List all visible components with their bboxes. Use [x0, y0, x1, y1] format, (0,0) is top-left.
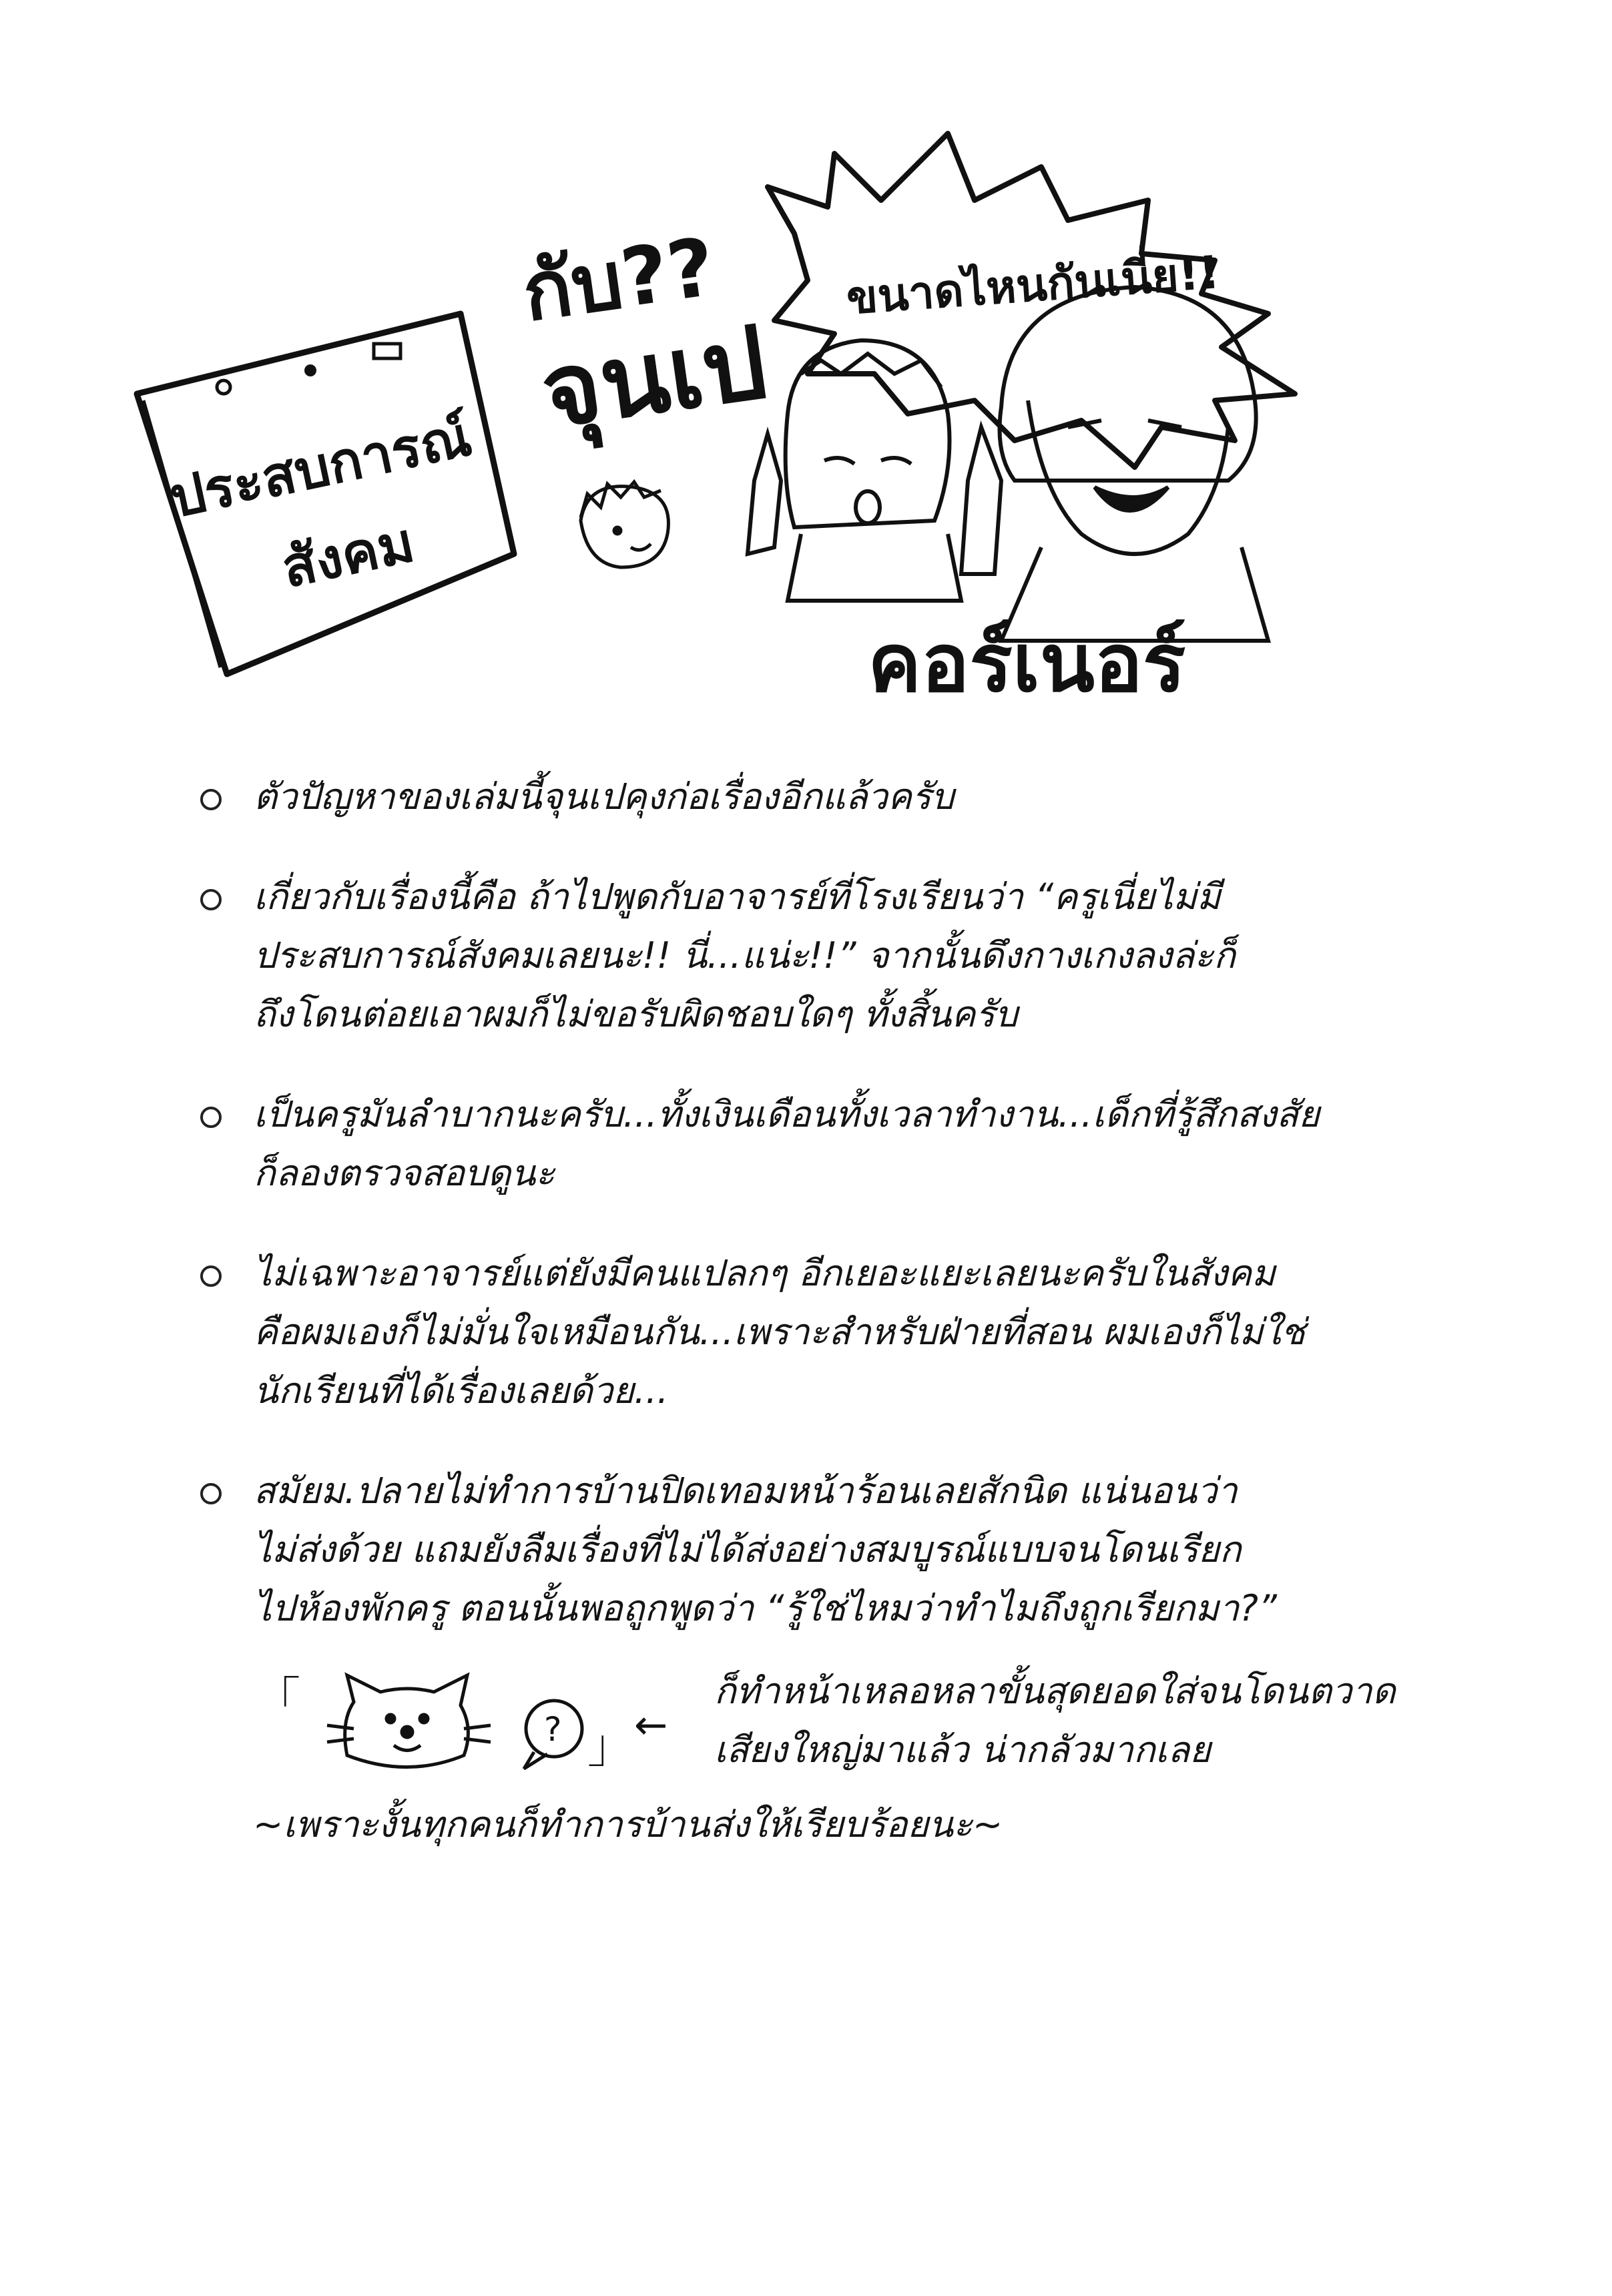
header-illustration: [0, 0, 1612, 748]
arrow-left-icon: ←: [634, 1702, 668, 1749]
bullet-circle-icon: [200, 1265, 222, 1287]
header-vertical-line2: จุนเป: [534, 304, 774, 451]
bullet-text: เป็นครูมันลำบากนะครับ...ทั้งเงินเดือนทั้งเวลาทำงาน...เด็กที่รู้สึกสงสัย ก็ลองตรวจสอบดูนะ: [254, 1093, 1320, 1194]
shout-text: ขนาดไหนกันเนี่ย!!: [844, 246, 1222, 325]
bullet-circle-icon: [200, 789, 222, 810]
cat-face-doodle: [254, 1662, 688, 1782]
corner-title: คอร์เนอร์: [868, 617, 1186, 710]
closing-line: ~เพราะงั้นทุกคนก็ทำการบ้านส่งให้เรียบร้อยนะ~: [253, 1803, 1003, 1845]
bullet-text: ไม่เฉพาะอาจารย์แต่ยังมีคนแปลกๆ อีกเยอะแยะเลยนะครับในสังคม คือผมเองก็ไม่มั่นใจเหมือนกัน...เพราะสำหรับฝ่ายที่สอน ผมเองก็ไม่ใช่ นักเรียนที่ได้เรื่องเลยด้วย...: [254, 1252, 1306, 1412]
doodle-face: [581, 482, 668, 567]
bullet-list: [200, 768, 1442, 1679]
bullet-text: ตัวปัญหาของเล่มนี้จุนเปคุงก่อเรื่องอีกแล้วครับ: [254, 776, 955, 818]
bullet-item: [200, 1462, 1442, 1638]
cat-face-icon: [327, 1675, 491, 1767]
footer-area: [254, 1662, 1455, 1916]
bracket-close: 」: [587, 1719, 634, 1773]
question-mark: ?: [544, 1710, 562, 1749]
bracket-open: 「: [254, 1672, 300, 1727]
header-vertical-line1: กับ??: [517, 220, 721, 340]
bullet-circle-icon: [200, 1107, 222, 1128]
sign-title-line1: ประสบการณ์: [164, 404, 477, 531]
bullet-circle-icon: [200, 1483, 222, 1504]
bullet-item: [200, 1244, 1442, 1420]
bullet-item: [200, 768, 1442, 826]
bullet-circle-icon: [200, 889, 222, 910]
bullet-item: [200, 1085, 1442, 1203]
sign-board: [137, 314, 514, 674]
bullet-text: เกี่ยวกับเรื่องนี้คือ ถ้าไปพูดกับอาจารย์ที่โรงเรียนว่า “ครูเนี่ยไม่มี ประสบการณ์สังคมเลยนะ!! นี่...แน่ะ!!” จากนั้นดึงกางเกงลงล่ะก็ ถึงโดนต่อยเอาผมก็ไม่ขอรับผิดชอบใดๆ ทั้งสิ้นครับ: [254, 876, 1236, 1035]
bullet-text: สมัยม.ปลายไม่ทำการบ้านปิดเทอมหน้าร้อนเลยสักนิด แน่นอนว่า ไม่ส่งด้วย แถมยังลืมเรื่องที่ไม่ได้ส่งอย่างสมบูรณ์แบบจนโดนเรียก ไปห้องพักครู ตอนนั้นพอถูกพูดว่า “รู้ใช่ไหมว่าทำไมถึงถูกเรียกมา?”: [254, 1470, 1278, 1629]
sign-title-line2: สังคม: [276, 511, 420, 601]
footer-note: ก็ทำหน้าเหลอหลาขั้นสุดยอดใส่จนโดนตวาด เสียงใหญ่มาแล้ว น่ากลัวมากเลย: [714, 1670, 1396, 1771]
question-bubble-icon: [524, 1701, 582, 1769]
bullet-item: [200, 868, 1442, 1044]
